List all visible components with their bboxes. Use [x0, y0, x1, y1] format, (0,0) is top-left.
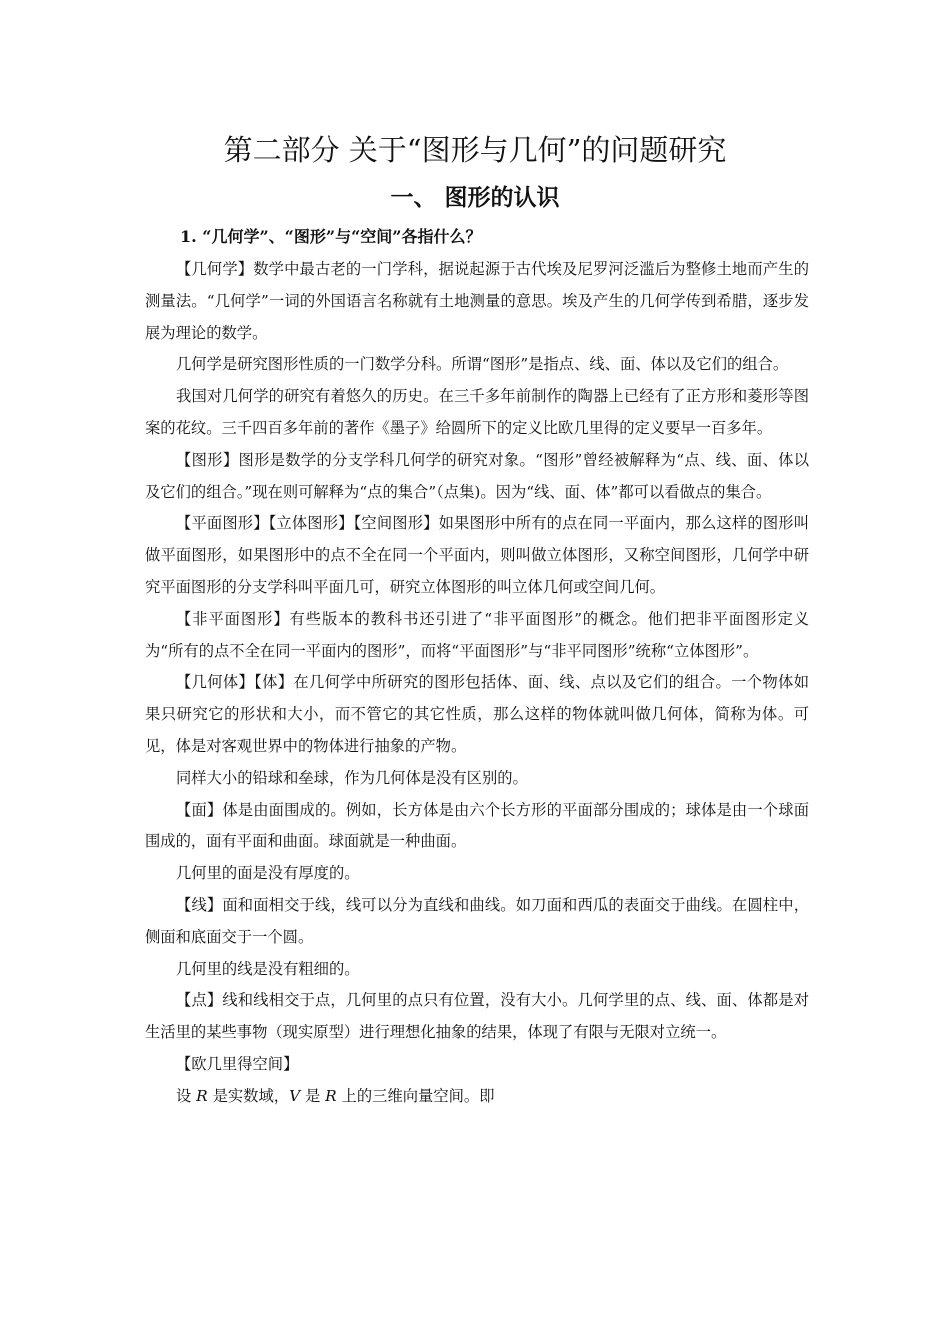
section-heading: 一、 图形的认识	[390, 184, 560, 211]
page-title: 第二部分 关于“图形与几何”的问题研究	[223, 133, 727, 167]
paragraph: 【欧几里得空间】	[176, 1054, 299, 1073]
paragraph: 【几何学】数学中最古老的一门学科，据说起源于古代埃及尼罗河泛滥后为整修土地而产生的测量法。“几何学”一词的外国语言名称就有土地测量的意思。埃及产生的几何学传到希腊，逐步发展为理论的数学。	[145, 260, 809, 342]
paragraph: 【平面图形】【立体图形】【空间图形】如果图形中所有的点在同一平面内，那么这样的图形叫做平面图形，如果图形中的点不全在同一个平面内，则叫做立体图形，又称空间图形，几何学中研究平面图形的分支学科叫平面几可，研究立体图形的叫立体几何或空间几何。	[145, 514, 809, 596]
math-variable: R	[325, 1086, 337, 1105]
body-text	[145, 254, 809, 1113]
paragraph: 【图形】图形是数学的分支学科几何学的研究对象。“图形”曾经被解释为“点、线、面、体以及它们的组合。”现在则可解释为“点的集合”（点集)。因为“线、面、体”都可以看做点的集合。	[145, 450, 809, 501]
paragraph: 【几何体】【体】在几何学中所研究的图形包括体、面、线、点以及它们的组合。一个物体如果只研究它的形状和大小，而不管它的其它性质，那么这样的物体就叫做几何体，简称为体。可见，体是对客观世界中的物体进行抽象的产物。	[145, 673, 809, 755]
paragraph-vector-space	[145, 1081, 809, 1113]
paragraph: 【非平面图形】有些版本的教科书还引进了“非平面图形”的概念。他们把非平面图形定义为“所有的点不全在同一平面内的图形”，而将“平面图形”与“非平同图形”统称“立体图形”。	[145, 609, 809, 660]
paragraph: 【面】体是由面围成的。例如，长方体是由六个长方形的平面部分围成的；球体是由一个球面围成的，面有平面和曲面。球面就是一种曲面。	[145, 800, 809, 851]
paragraph: 几何里的面是没有厚度的。	[176, 864, 360, 883]
text-run: 是	[300, 1086, 326, 1105]
paragraph: 【点】线和线相交于点，几何里的点只有位置，没有大小。几何学里的点、线、面、体都是对生活里的某些事物（现实原型）进行理想化抽象的结果，体现了有限与无限对立统一。	[145, 991, 809, 1042]
paragraph: 【线】面和面相交于线，线可以分为直线和曲线。如刀面和西瓜的表面交于曲线。在圆柱中，侧面和底面交于一个圆。	[145, 895, 809, 946]
math-variable: R	[196, 1086, 208, 1105]
text-run: 是实数域，	[207, 1086, 290, 1105]
question-heading: 1. “几何学”、“图形”与“空间”各指什么？	[180, 227, 482, 246]
text-run: 设	[176, 1086, 197, 1105]
text-run: 上的三维向量空间。即	[336, 1086, 495, 1105]
math-variable: V	[289, 1086, 301, 1105]
paragraph: 几何里的线是没有粗细的。	[176, 959, 360, 978]
paragraph: 几何学是研究图形性质的一门数学分科。所谓“图形”是指点、线、面、体以及它们的组合。	[176, 355, 789, 374]
paragraph: 同样大小的铅球和垒球，作为几何体是没有区别的。	[176, 768, 528, 787]
paragraph: 我国对几何学的研究有着悠久的历史。在三千多年前制作的陶器上已经有了正方形和菱形等图案的花纹。三千四百多年前的著作《墨子》给圆所下的定义比欧几里得的定义要早一百多年。	[145, 387, 809, 437]
